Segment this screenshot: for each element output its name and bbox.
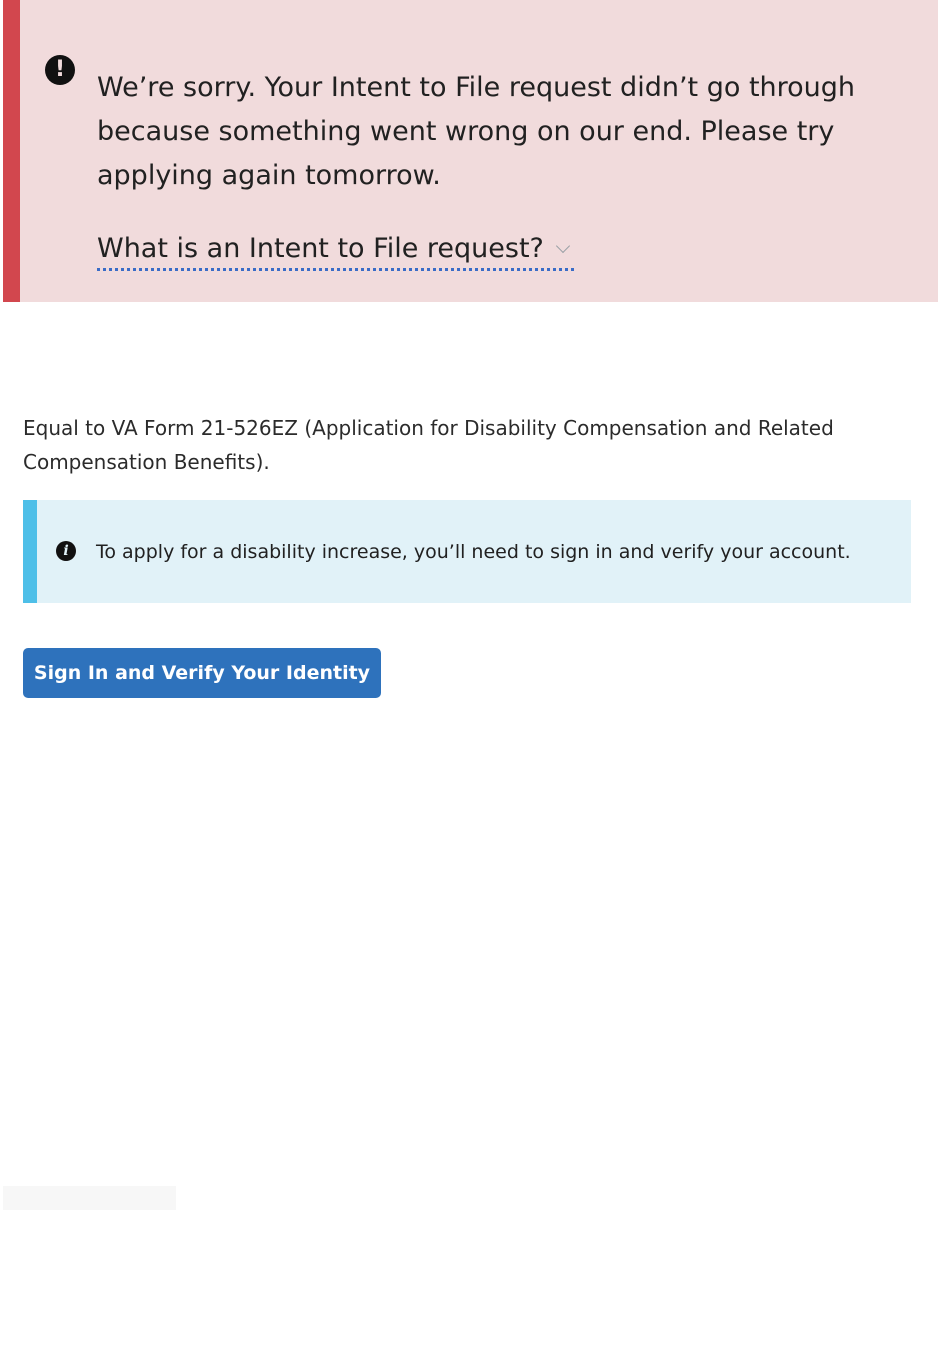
intent-to-file-info-toggle-label: What is an Intent to File request?: [97, 233, 544, 264]
info-alert: [23, 500, 911, 603]
info-alert-accent-bar: [23, 500, 37, 603]
error-alert-accent-bar: [3, 0, 20, 302]
placeholder-block: [3, 1186, 176, 1210]
form-description: Equal to VA Form 21-526EZ (Application for Disability Compensation and Related Compensation Benefits).: [23, 416, 834, 474]
intent-to-file-info-toggle[interactable]: [97, 230, 574, 271]
sign-in-verify-button[interactable]: Sign In and Verify Your Identity: [23, 648, 381, 698]
info-circle-icon: i: [56, 541, 76, 561]
error-alert-message: We’re sorry. Your Intent to File request didn’t go through because something went wrong on our end. Please try applying again tomorrow.: [97, 72, 856, 191]
chevron-down-icon: [556, 239, 570, 253]
info-alert-text: To apply for a disability increase, you’ll need to sign in and verify your account.: [96, 541, 851, 563]
exclamation-circle-icon: !: [45, 55, 75, 85]
error-alert: [3, 0, 938, 302]
